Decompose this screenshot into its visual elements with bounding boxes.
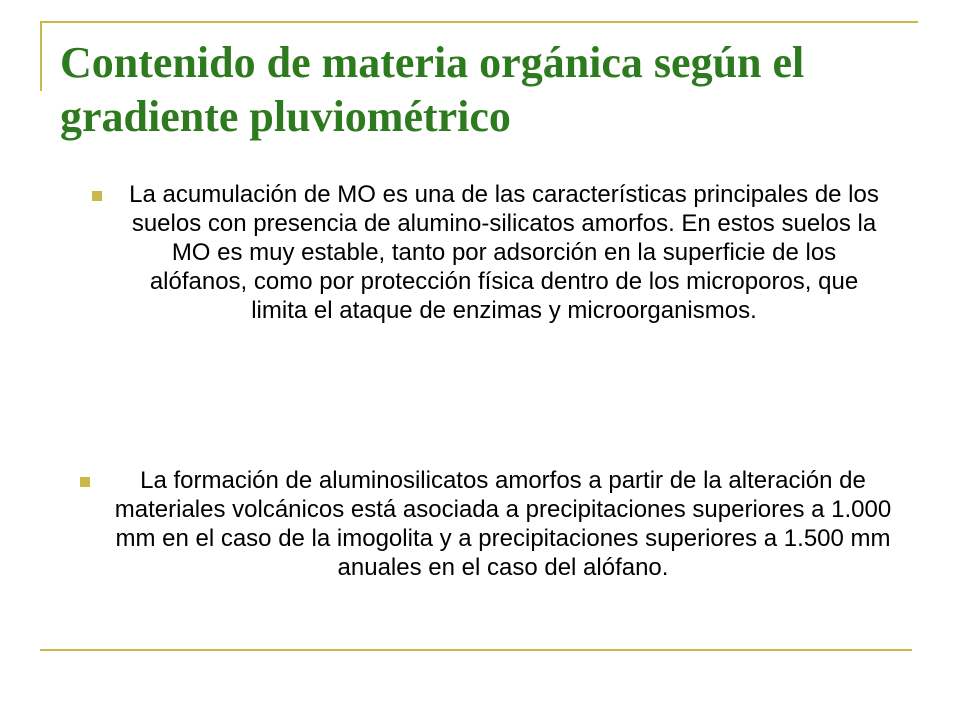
left-divider xyxy=(40,21,42,91)
bullet-text-1: La acumulación de MO es una de las características principales de los suelos con presencia de alumino-silicatos amorfos. En estos suelos la MO es muy estable, tanto por adsorción en la superficie de los alófanos, como por protección física dentro de los microporos, que limita el ataque de enzimas y microorganismos. xyxy=(129,181,879,324)
bullet-item-1 xyxy=(92,180,888,325)
bullet-text-2: La formación de aluminosilicatos amorfos a partir de la alteración de materiales volcánicos está asociada a precipitaciones superiores a 1.000 mm en el caso de la imogolita y a precipitaciones superiores a 1.500 mm anuales en el caso del alófano. xyxy=(114,467,892,581)
bottom-divider xyxy=(40,649,912,651)
square-bullet-icon xyxy=(92,191,102,201)
square-bullet-icon xyxy=(80,477,90,487)
bullet-item-2 xyxy=(80,466,900,582)
slide-title: Contenido de materia orgánica según el gradiente pluviométrico xyxy=(60,38,805,141)
top-divider xyxy=(40,21,918,23)
